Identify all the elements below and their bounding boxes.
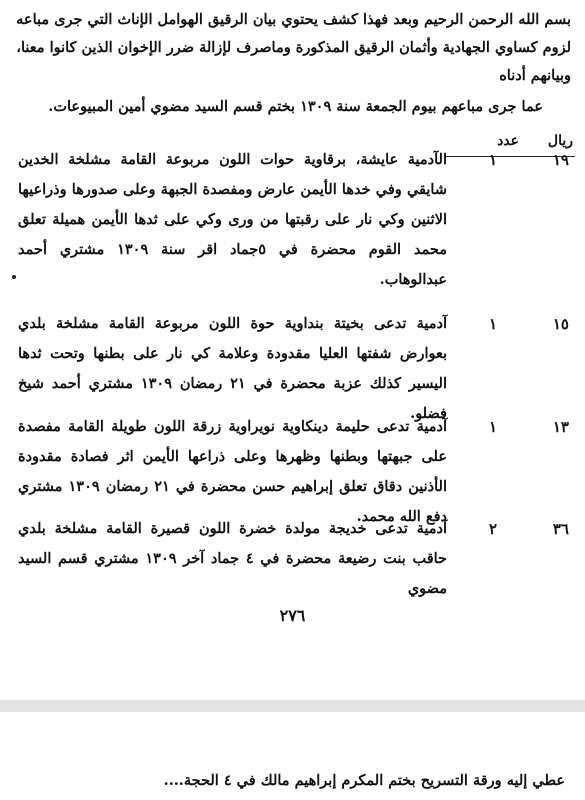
next-page-line: عطي إليه ورقة التسريح بختم المكرم إبراهيم مالك في ٤ الحجة.... [163,772,565,789]
entry-description: آدمية تدعى بخيتة بنداوية حوة اللون مربوعة القامة مشلخة بلدي بعوارض شفتها العليا مقدودة وعلامة كي نار على بطنها وتحت ثدها اليسير كذلك عزبة محضرة في ٢١ رمضان ١٣٠٩ مشتري أحمد شيخ فضلو. [18,315,447,422]
column-header-riyal: ريال [547,133,573,149]
entry-description: الآدمية عايشة، برقاوية حوات اللون مربوعة القامة مشلخة الخدين شايقي وفي خدها الأيمن عارض ومفصدة الجبهة وعلى صدورها وذراعيها الاثنين وكي نار على رقبتها من ورى وكي على ثدها الأيمن هميلة تعلق محمد القوم محضرة في ٥جماد اقر سنة ١٣٠٩ مشتري أحمد عبدالوهاب. [18,151,447,288]
entry-description: آدمية تدعى حليمة دينكاوية نويراوية زرقة اللون طويلة القامة مفصدة على جبهتها وبطنها وظهرها وعلى ذراعها الأيمن اثر فصادة مقدودة الأذنين دقاق تعلق إبراهيم حسن محضرة في ٢١ رمضان ١٣٠٩ مشتري دفع الله محمد. [18,418,447,525]
page-separator [0,700,585,712]
entry-description: آدمية تدعى خديجة مولدة خضرة اللون قصيرة القامة مشلخة بلدي حاقب بنت رضيعة محضرة في ٤ جماد آخر ١٣٠٩ مشتري قسم السيد مضوي [18,520,448,597]
entry-row [18,412,571,525]
entry-count: ١ [488,151,498,169]
entry-row [18,309,571,422]
entry-count: ١ [488,315,498,333]
intro-paragraph: بسم الله الرحمن الرحيم وبعد فهذا كشف يحتوي بيان الرقيق الهوامل الإناث التي جرى مباعه لزوم كساوي الجهادية وأثمان الرقيق المذكورة وماصرف لإزالة ضرر الإخوان الذين كانوا معنا، وبيانهم أدناه [16,11,571,84]
entry-riyal: ١٩ [552,151,569,169]
column-header-count: عدد [497,133,519,149]
entry-count: ٢ [488,520,498,538]
entry-row [18,514,571,597]
entry-riyal: ١٣ [552,418,569,436]
page-number: ٢٧٦ [279,606,306,625]
sale-date-heading: عما جرى مباعهم بيوم الجمعة سنة ١٣٠٩ بختم قسم السيد مضوي أمين المبيوعات. [48,98,543,115]
entry-row [18,145,571,288]
entry-count: ١ [488,418,498,436]
entry-riyal: ٣٦ [552,520,569,538]
entry-riyal: ١٥ [552,315,569,333]
margin-dot [12,275,16,279]
